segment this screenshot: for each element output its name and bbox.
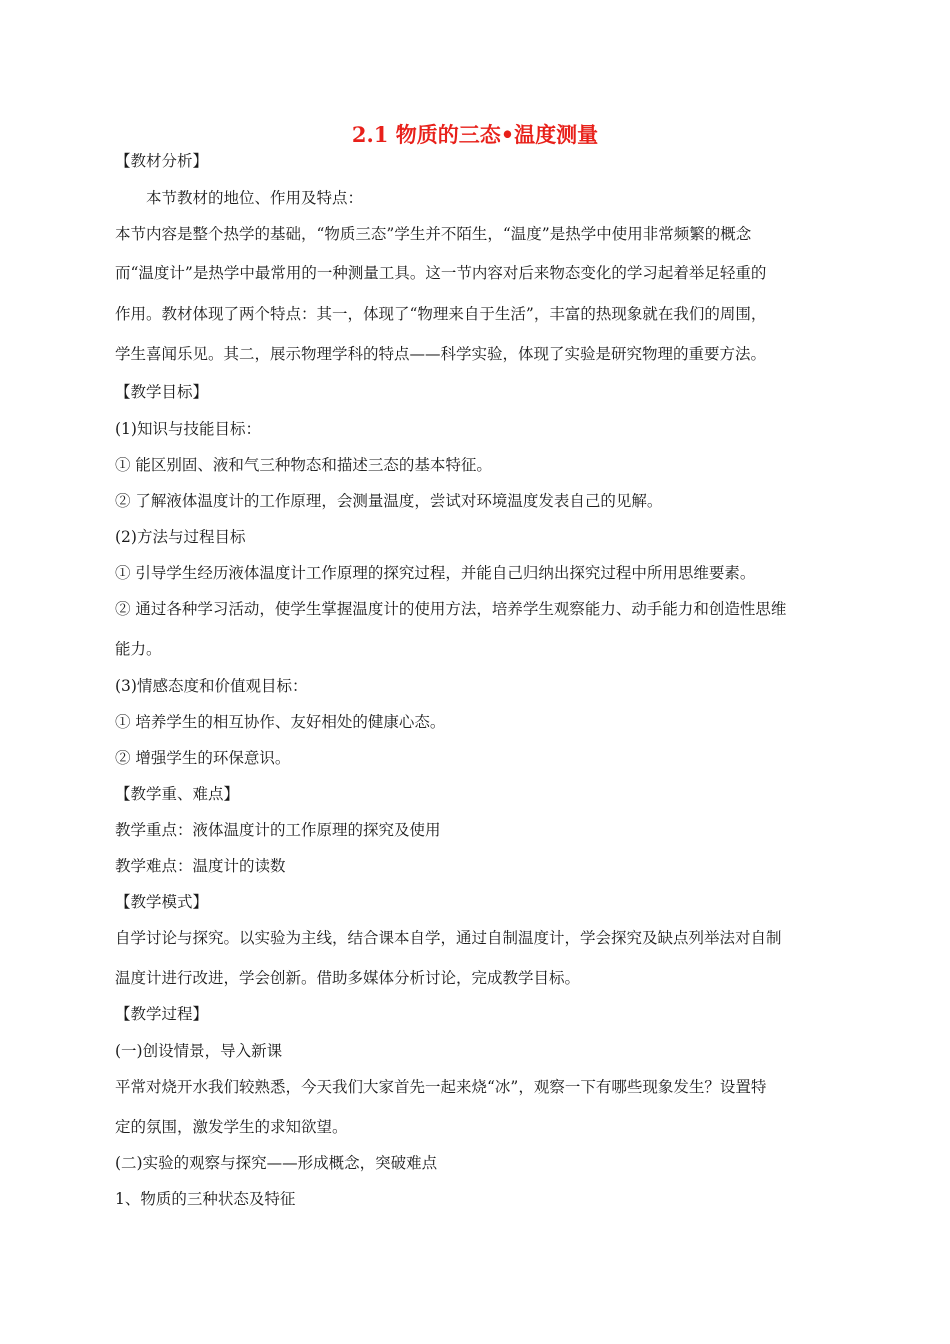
- list-item: ① 能区别固、液和气三种物态和描述三态的基本特征。: [115, 456, 492, 474]
- subheading-line: (一)创设情景，导入新课: [115, 1042, 283, 1060]
- section-heading-teaching-mode: 【教学模式】: [115, 893, 209, 911]
- subheading-line: (3)情感态度和价值观目标：: [115, 677, 308, 695]
- paragraph-line: 学生喜闻乐见。其二，展示物理学科的特点——科学实验，体现了实验是研究物理的重要方法。: [115, 345, 767, 363]
- paragraph-line: 平常对烧开水我们较熟悉，今天我们大家首先一起来烧“冰”，观察一下有哪些现象发生？设置特: [115, 1078, 767, 1096]
- list-item: ① 培养学生的相互协作、友好相处的健康心态。: [115, 713, 446, 731]
- list-item: ① 引导学生经历液体温度计工作原理的探究过程，并能自己归纳出探究过程中所用思维要素。: [115, 564, 756, 582]
- paragraph-line: 作用。教材体现了两个特点：其一，体现了“物理来自于生活”，丰富的热现象就在我们的周围，: [115, 305, 767, 323]
- list-item: ② 增强学生的环保意识。: [115, 749, 291, 767]
- paragraph-line: 定的氛围，激发学生的求知欲望。: [115, 1118, 348, 1136]
- section-heading-key-points: 【教学重、难点】: [115, 785, 240, 803]
- paragraph-line: 本节教材的地位、作用及特点：: [146, 189, 364, 207]
- list-item: ② 了解液体温度计的工作原理，会测量温度，尝试对环境温度发表自己的见解。: [115, 492, 663, 510]
- page-title: 2.1 物质的三态•温度测量: [351, 122, 599, 147]
- subheading-line: 1、物质的三种状态及特征: [115, 1190, 296, 1208]
- paragraph-line: 本节内容是整个热学的基础，“物质三态”学生并不陌生，“温度”是热学中使用非常频繁的概念: [115, 225, 752, 243]
- list-item: ② 通过各种学习活动，使学生掌握温度计的使用方法，培养学生观察能力、动手能力和创造性思维: [115, 600, 787, 618]
- subheading-line: (二)实验的观察与探究——形成概念，突破难点: [115, 1154, 438, 1172]
- paragraph-line: 自学讨论与探究。以实验为主线，结合课本自学，通过自制温度计，学会探究及缺点列举法对自制: [115, 929, 782, 947]
- paragraph-line: 教学重点：液体温度计的工作原理的探究及使用: [115, 821, 441, 839]
- section-heading-teaching-process: 【教学过程】: [115, 1005, 209, 1023]
- subheading-line: (2)方法与过程目标: [115, 528, 246, 546]
- section-heading-teaching-goals: 【教学目标】: [115, 383, 209, 401]
- section-heading-textbook-analysis: 【教材分析】: [115, 152, 209, 170]
- paragraph-line: 温度计进行改进，学会创新。借助多媒体分析讨论，完成教学目标。: [115, 969, 581, 987]
- paragraph-line: 而“温度计”是热学中最常用的一种测量工具。这一节内容对后来物态变化的学习起着举足轻重的: [115, 264, 767, 282]
- list-item-continuation: 能力。: [115, 640, 162, 658]
- subheading-line: (1)知识与技能目标：: [115, 420, 261, 438]
- paragraph-line: 教学难点：温度计的读数: [115, 857, 286, 875]
